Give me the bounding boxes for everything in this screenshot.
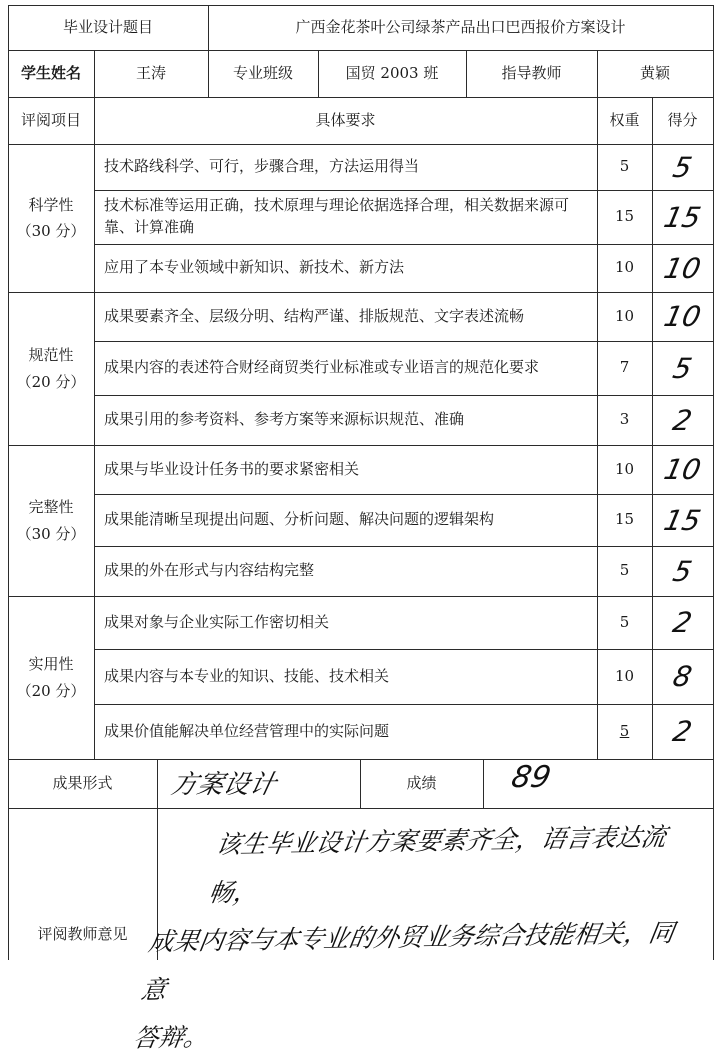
form-label: 成果形式 [52,773,113,792]
criterion-weight: 7 [619,358,630,377]
rule [483,759,484,808]
category-science [8,144,94,292]
criterion-weight: 10 [614,258,635,277]
topic-value: 广西金花茶叶公司绿茶产品出口巴西报价方案设计 [295,17,626,36]
student-value: 王涛 [135,63,166,82]
comment-text [130,812,714,1062]
column-item: 评阅项目 [20,110,81,129]
column-score: 得分 [667,110,698,129]
criterion-text: 应用了本专业领域中新知识、新技术、新方法 [104,258,405,277]
criterion-score: 5 [670,150,695,184]
category-standard [8,292,94,445]
rule [94,97,95,759]
criterion-score: 8 [670,660,695,693]
criterion-text: 成果要素齐全、层级分明、结构严谨、排版规范、文字表述流畅 [104,306,525,325]
criterion-weight: 5 [619,157,630,176]
criterion-text: 成果的外在形式与内容结构完整 [104,561,315,580]
comment-line: 该生毕业设计方案要素齐全，语言表达流畅， [206,822,669,908]
category-points: （20 分） [16,681,86,700]
criterion-weight: 10 [614,666,635,685]
category-name: 实用性 [28,655,74,674]
grade-value: 89 [508,760,554,795]
criterion-text: 成果引用的参考资料、参考方案等来源标识规范、准确 [104,410,465,429]
criterion-weight: 10 [614,459,635,478]
category-points: （20 分） [16,372,86,391]
criterion-weight: 5 [619,721,630,740]
advisor-label: 指导教师 [501,63,562,82]
criterion-score: 15 [661,200,704,234]
criterion-score: 10 [661,251,704,285]
category-name: 完整性 [28,498,74,517]
criterion-score: 10 [661,300,704,333]
advisor-value: 黄颖 [639,63,670,82]
topic-label: 毕业设计题目 [62,17,153,36]
criterion-text: 技术路线科学、可行，步骤合理，方法运用得当 [104,157,420,176]
form-value: 方案设计 [168,770,279,800]
rule [8,808,714,809]
criterion-weight: 15 [614,510,635,529]
criterion-weight: 3 [619,410,630,429]
student-label: 学生姓名 [20,63,81,82]
category-points: （30 分） [16,524,86,543]
class-label: 专业班级 [232,63,293,82]
criterion-score: 2 [670,606,695,639]
criterion-text: 成果内容的表述符合财经商贸类行业标准或专业语言的规范化要求 [104,358,540,377]
criterion-score: 10 [661,453,704,486]
column-requirement: 具体要求 [315,110,376,129]
criterion-score: 15 [661,503,704,537]
category-points: （30 分） [16,222,86,240]
column-weight: 权重 [609,110,640,129]
criterion-score: 2 [670,403,695,437]
criterion-weight: 10 [614,306,635,325]
class-value: 国贸 2003 班 [345,63,439,82]
criterion-text: 成果价值能解决单位经营管理中的实际问题 [104,721,390,740]
comment-line: 答辩。 [131,1022,212,1053]
comment-label: 评阅教师意见 [37,925,128,944]
category-practicality [8,596,94,759]
criterion-score: 5 [670,351,695,385]
category-name: 规范性 [28,346,74,365]
criterion-weight: 5 [619,612,630,631]
criterion-text: 技术标准等运用正确，技术原理与理论依据选择合理，相关数据来源可靠、计算准确 [104,196,570,236]
category-name: 科学性 [28,195,74,214]
category-completeness [8,445,94,596]
criterion-score: 2 [670,715,695,748]
criterion-text: 成果内容与本专业的知识、技能、技术相关 [104,666,390,685]
criterion-text: 成果与毕业设计任务书的要求紧密相关 [104,459,360,478]
criterion-weight: 5 [619,561,630,580]
criterion-weight: 15 [614,207,635,226]
comment-line: 成果内容与本专业的外贸业务综合技能相关，同意 [139,918,677,1005]
criterion-text: 成果能清晰呈现提出问题、分析问题、解决问题的逻辑架构 [104,510,495,529]
grade-label: 成绩 [406,773,437,792]
criterion-text: 成果对象与企业实际工作密切相关 [104,612,330,631]
criterion-score: 5 [670,554,695,588]
